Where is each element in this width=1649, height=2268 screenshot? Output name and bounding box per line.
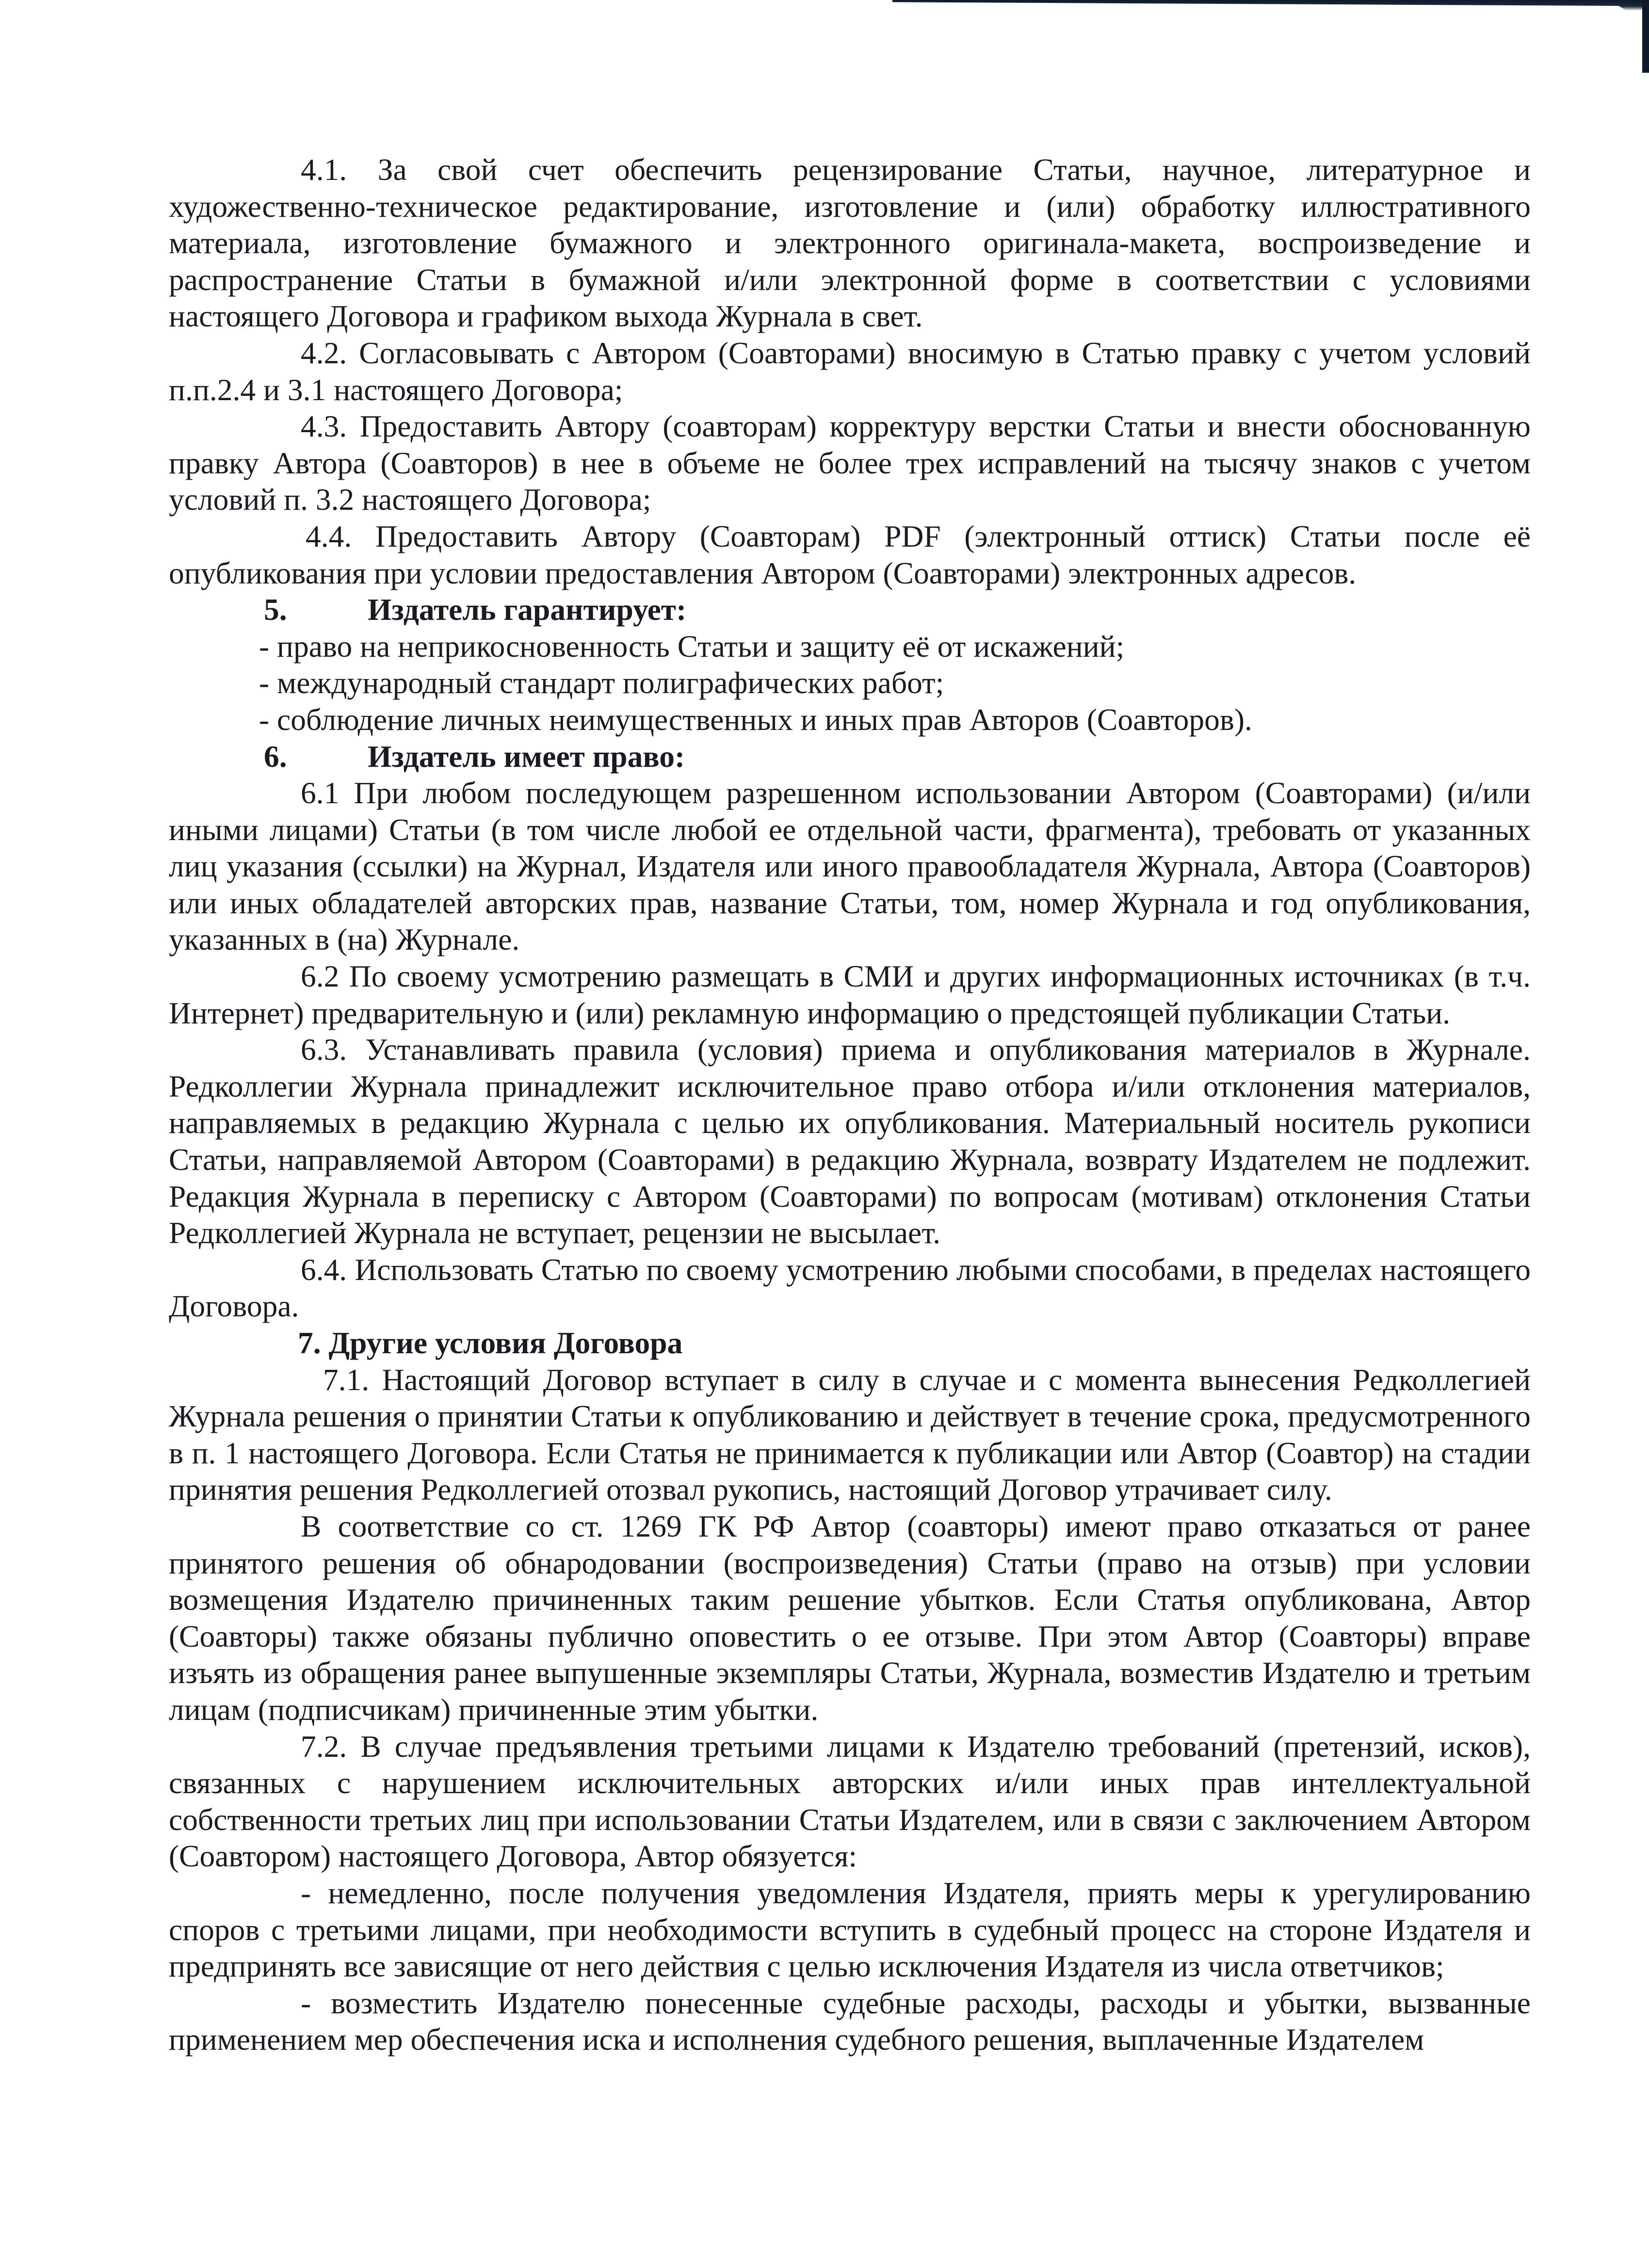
section-6-title: Издатель имеет право:: [368, 739, 685, 774]
paragraph-4-4: 4.4. Предоставить Автору (Соавторам) PDF (электронный оттиск) Статьи после её опубликования при условии предоставления Автором (Соавторами) электронных адресов.: [169, 518, 1531, 590]
section-5-heading: [169, 591, 1531, 628]
paragraph-6-4: 6.4. Использовать Статью по своему усмотрению любыми способами, в пределах настоящего Договора.: [169, 1252, 1531, 1324]
paragraph-4-2: 4.2. Согласовывать с Автором (Соавторами) вносимую в Статью правку с учетом условий п.п.2.4 и 3.1 настоящего Договора;: [169, 335, 1531, 407]
section-7-title: 7. Другие условия Договора: [298, 1326, 683, 1360]
paragraph-7-2: 7.2. В случае предъявления третьими лицами к Издателю требований (претензий, исков), связанных с нарушением исключительных авторских и/или иных прав интеллектуальной собственности третьих лиц при использовании Статьи Издателем, или в связи с заключением Автором (Соавтором) настоящего Договора, Автор обязуется:: [169, 1729, 1531, 1874]
paragraph-4-1: 4.1. За свой счет обеспечить рецензирование Статьи, научное, литературное и художественно-техническое редактирование, изготовление и (или) обработку иллюстративного материала, изготовление бумажного и электронного оригинала-макета, воспроизведение и распространение Статьи в бумажной и/или электронной форме в соответствии с условиями настоящего Договора и графиком выхода Журнала в свет.: [169, 152, 1531, 334]
section-5-item: - международный стандарт полиграфических работ;: [259, 665, 944, 700]
paragraph-7-1-withdrawal: В соответствие со ст. 1269 ГК РФ Автор (соавторы) имеют право отказаться от ранее принятого решения об обнародовании (воспроизведения) Статьи (право на отзыв) при условии возмещения Издателю причиненных таким решение убытков. Если Статья опубликована, Автор (Соавторы) также обязаны публично оповестить о ее отзыве. При этом Автор (Соавторы) вправе изъять из обращения ранее выпушенные экземпляры Статьи, Журнала, возместив Издателю и третьим лицам (подписчикам) причиненные этим убытки.: [169, 1508, 1531, 1727]
paragraph-7-2-obligation: - возместить Издателю понесенные судебные расходы, расходы и убытки, вызванные применением мер обеспечения иска и исполнения судебного решения, выплаченные Издателем: [169, 1985, 1531, 2057]
section-5-item: - право на неприкосновенность Статьи и защиту её от искажений;: [259, 629, 1125, 664]
document-page: [169, 151, 1531, 2058]
section-5-item: - соблюдение личных неимущественных и иных прав Авторов (Соавторов).: [259, 702, 1252, 737]
section-5-title: Издатель гарантирует:: [368, 592, 687, 627]
paragraph-4-3: 4.3. Предоставить Автору (соавторам) корректуру верстки Статьи и внести обоснованную правку Автора (Соавторов) в нее в объеме не более трех исправлений на тысячу знаков с учетом условий п. 3.2 настоящего Договора;: [169, 409, 1531, 517]
section-6-heading: [169, 738, 1531, 775]
paragraph-6-3: 6.3. Устанавливать правила (условия) приема и опубликования материалов в Журнале. Редколлегии Журнала принадлежит исключительное право отбора и/или отклонения материалов, направляемых в редакцию Журнала с целью их опубликования. Материальный носитель рукописи Статьи, направляемой Автором (Соавторами) в редакцию Журнала, возврату Издателем не подлежит. Редакция Журнала в переписку с Автором (Соавторами) по вопросам (мотивам) отклонения Статьи Редколлегией Журнала не вступает, рецензии не высылает.: [169, 1032, 1531, 1250]
section-7-heading: [169, 1325, 1531, 1361]
paragraph-7-2-obligation: - немедленно, после получения уведомления Издателя, приять меры к урегулированию споров с третьими лицами, при необходимости вступить в судебный процесс на стороне Издателя и предпринять все зависящие от него действия с целью исключения Издателя из числа ответчиков;: [169, 1875, 1531, 1984]
paragraph-6-2: 6.2 По своему усмотрению размещать в СМИ и других информационных источниках (в т.ч. Интернет) предварительную и (или) рекламную информацию о предстоящей публикации Статьи.: [169, 959, 1531, 1030]
section-5-number: 5.: [264, 592, 287, 627]
paragraph-6-1: 6.1 При любом последующем разрешенном использовании Автором (Соавторами) (и/или иными лицами) Статьи (в том числе любой ее отдельной части, фрагмента), требовать от указанных лиц указания (ссылки) на Журнал, Издателя или иного правообладателя Журнала, Автора (Соавторов) или иных обладателей авторских прав, название Статьи, том, номер Журнала и год опубликования, указанных в (на) Журнале.: [169, 776, 1531, 957]
scan-edge-artifact-right: [1642, 0, 1649, 73]
scan-edge-artifact: [892, 0, 1649, 11]
paragraph-7-1: 7.1. Настоящий Договор вступает в силу в случае и с момента вынесения Редколлегией Журнала решения о принятии Статьи к опубликованию и действует в течение срока, предусмотренного в п. 1 настоящего Договора. Если Статья не принимается к публикации или Автор (Соавтор) на стадии принятия решения Редколлегией отозвал рукопись, настоящий Договор утрачивает силу.: [169, 1362, 1531, 1507]
section-6-number: 6.: [264, 739, 287, 774]
